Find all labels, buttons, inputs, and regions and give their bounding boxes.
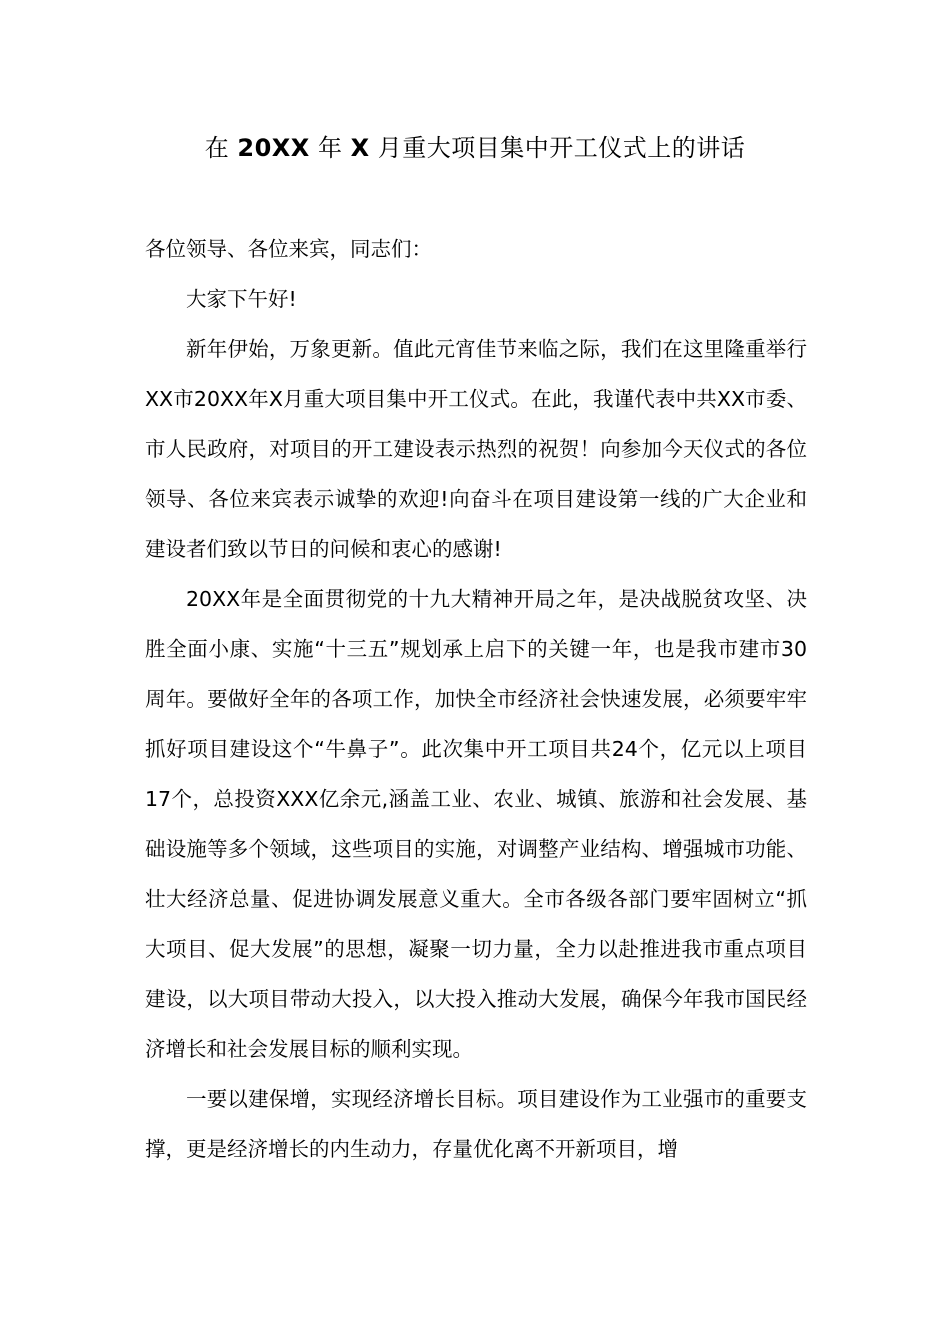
document-body <box>145 224 807 1174</box>
paragraph-3: 一要以建保增，实现经济增长目标。项目建设作为工业强市的重要支撑，更是经济增长的内生动力，存量优化离不开新项目，增 <box>145 1087 807 1161</box>
paragraph-1: 新年伊始，万象更新。值此元宵佳节来临之际，我们在这里隆重举行XX市20XX年X月重大项目集中开工仪式。在此，我谨代表中共XX市委、市人民政府，对项目的开工建设表示热烈的祝贺！向参加今天仪式的各位领导、各位来宾表示诚挚的欢迎!向奋斗在项目建设第一线的广大企业和建设者们致以节日的问候和衷心的感谢! <box>145 337 807 561</box>
title-prefix: 在 <box>204 134 230 162</box>
salutation: 各位领导、各位来宾，同志们： <box>145 237 432 261</box>
title-rest: 月重大项目集中开工仪式上的讲话 <box>377 134 746 162</box>
title-year: 20XX <box>237 134 310 162</box>
greeting: 大家下午好! <box>186 287 297 311</box>
title-month: X <box>350 134 370 162</box>
title-year-suffix: 年 <box>317 134 343 162</box>
paragraph-2: 20XX年是全面贯彻党的十九大精神开局之年，是决战脱贫攻坚、决胜全面小康、实施“十三五”规划承上启下的关键一年，也是我市建市30周年。要做好全年的各项工作，加快全市经济社会快速发展，必须要牢牢抓好项目建设这个“牛鼻子”。此次集中开工项目共24个，亿元以上项目17个，总投资XXX亿余元,涵盖工业、农业、城镇、旅游和社会发展、基础设施等多个领域，这些项目的实施，对调整产业结构、增强城市功能、壮大经济总量、促进协调发展意义重大。全市各级各部门要牢固树立“抓大项目、促大发展”的思想，凝聚一切力量，全力以赴推进我市重点项目建设，以大项目带动大投入，以大投入推动大发展，确保今年我市国民经济增长和社会发展目标的顺利实现。 <box>145 587 807 1061</box>
document-title <box>0 128 950 168</box>
